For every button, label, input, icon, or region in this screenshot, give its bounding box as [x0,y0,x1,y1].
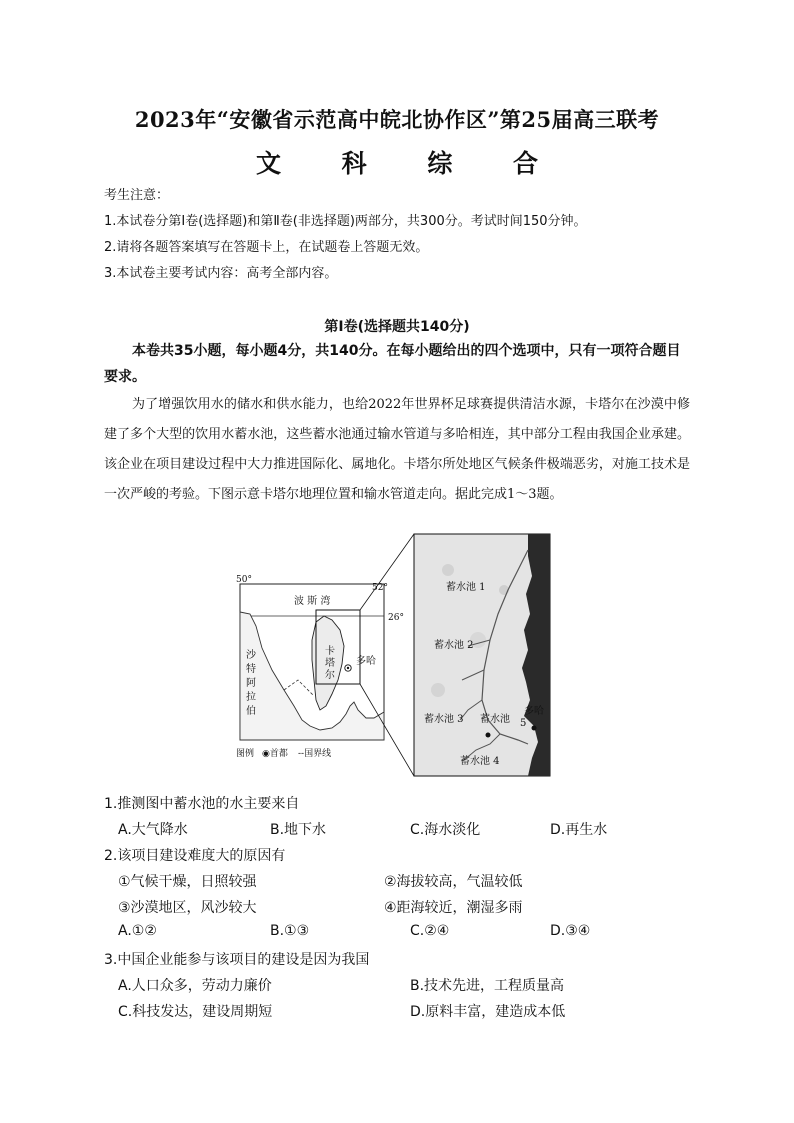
q1-option-c[interactable]: C.海水淡化 [410,822,481,838]
q3-option-b[interactable]: B.技术先进，工程质量高 [410,978,565,994]
reservoir-4-label: 蓄水池 4 [460,756,500,767]
qatar-char-2: 塔 [325,658,335,669]
notice-item-2: 2.请将各题答案填写在答题卡上，在试题卷上答题无效。 [104,240,429,255]
reservoir-5-label: 蓄水池 [480,714,510,725]
reservoir-marker-icon [486,733,491,738]
section-instructions: 本卷共35小题，每小题4分，共140分。在每小题给出的四个选项中，只有一项符合题目要求。 [104,343,681,385]
exam-title: 2023年“安徽省示范高中皖北协作区”第25届高三联考 [134,107,660,132]
question-3-stem: 3.中国企业能参与该项目的建设是因为我国 [104,952,370,968]
q2-statement-4: ④距海较近，潮湿多雨 [384,900,523,916]
notice-item-1: 1.本试卷分第Ⅰ卷(选择题)和第Ⅱ卷(非选择题)两部分，共300分。考试时间150分钟。 [104,214,587,229]
saudi-char-1: 沙 [246,650,256,661]
doha-detail-label: 多哈 [524,706,544,717]
q2-option-c[interactable]: C.②④ [410,923,450,939]
connector-top [360,534,414,610]
q2-option-b[interactable]: B.①③ [270,923,310,939]
terrain-patch [431,683,445,697]
saudi-char-3: 阿 [246,678,256,689]
qatar-map-figure [228,530,554,780]
lon-right-label: 52° [372,583,388,593]
doha-capital-dot-icon [347,667,349,669]
persian-gulf-label: 波 斯 湾 [294,596,331,607]
q1-option-b[interactable]: B.地下水 [270,822,327,838]
reservoir-2-label: 蓄水池 2 [434,640,474,651]
saudi-char-2: 特 [246,664,256,675]
saudi-char-5: 伯 [246,706,256,717]
question-2-stem: 2.该项目建设难度大的原因有 [104,848,286,864]
legend-prefix: 图例 [236,749,255,759]
reservoir-1-label: 蓄水池 1 [446,582,486,593]
q2-option-d[interactable]: D.③④ [550,923,591,939]
saudi-char-4: 拉 [246,692,256,703]
lon-left-label: 50° [236,575,252,585]
q1-option-d[interactable]: D.再生水 [550,822,608,838]
notice-heading: 考生注意： [104,188,170,203]
q2-statement-2: ②海拔较高，气温较低 [384,874,523,890]
q2-option-a[interactable]: A.①② [118,923,157,939]
legend-capital: ◉首都 [262,749,288,759]
terrain-patch [442,564,454,576]
reservoir-3-label: 蓄水池 3 [424,714,464,725]
doha-label: 多哈 [356,656,376,667]
reading-passage: 为了增强饮用水的储水和供水能力，也给2022年世界杯足球赛提供清洁水源，卡塔尔在沙漠中修建了多个大型的饮用水蓄水池，这些蓄水池通过输水管道与多哈相连，其中部分工程由我国企业承建。该企业在项目建设过程中大力推进国际化、属地化。卡塔尔所处地区气候条件极端恶劣，对施工技术是一次严峻的考验。下图示意卡塔尔地理位置和输水管道走向。据此完成1～3题。 [104,397,690,502]
notice-item-3: 3.本试卷主要考试内容：高考全部内容。 [104,266,338,281]
q1-option-a[interactable]: A.大气降水 [118,822,188,838]
qatar-char-1: 卡 [325,646,335,657]
subject-title: 文 科 综 合 [255,149,565,178]
doha-marker-icon [532,726,537,731]
reservoir-5-number: 5 [520,718,527,729]
q3-option-c[interactable]: C.科技发达，建设周期短 [118,1004,273,1020]
q3-option-d[interactable]: D.原料丰富，建造成本低 [410,1004,566,1020]
qatar-char-3: 尔 [325,670,335,681]
map-svg [228,530,554,780]
question-1-stem: 1.推测图中蓄水池的水主要来自 [104,796,300,812]
lat-label: 26° [388,613,404,623]
q3-option-a[interactable]: A.人口众多，劳动力廉价 [118,978,272,994]
legend-border: --国界线 [298,749,332,759]
q2-statement-3: ③沙漠地区，风沙较大 [118,900,257,916]
section-title: 第Ⅰ卷(选择题共140分) [324,319,470,335]
q2-statement-1: ①气候干燥，日照较强 [118,874,257,890]
